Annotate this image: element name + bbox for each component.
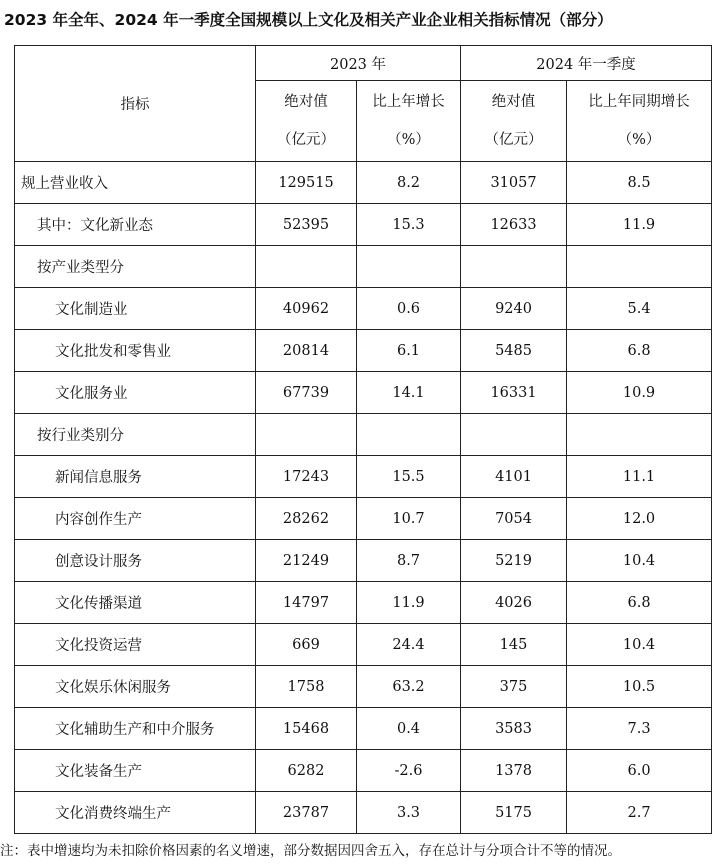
table-row	[15, 246, 712, 288]
table-row	[15, 204, 712, 246]
value-2024q1-cell: 5219	[461, 540, 567, 582]
col-abs-2024-header	[461, 81, 567, 162]
growth-2023-cell: 8.2	[357, 162, 461, 204]
value-2023-cell: 28262	[256, 498, 357, 540]
value-2024q1-cell: 31057	[461, 162, 567, 204]
value-2024q1-cell	[461, 246, 567, 288]
growth-2024q1-cell: 11.1	[567, 456, 712, 498]
value-2023-cell: 14797	[256, 582, 357, 624]
growth-2024q1-cell: 10.4	[567, 624, 712, 666]
indicator-cell: 按行业类别分	[15, 414, 256, 456]
growth-2023-cell: -2.6	[357, 750, 461, 792]
growth-2023-cell: 6.1	[357, 330, 461, 372]
indicator-cell: 文化服务业	[15, 372, 256, 414]
indicator-table	[14, 45, 712, 834]
footnote: 注：表中增速均为未扣除价格因素的名义增速，部分数据因四舍五入，存在总计与分项合计不等的情况。	[0, 843, 621, 859]
value-2023-cell	[256, 246, 357, 288]
growth-2024q1-cell: 5.4	[567, 288, 712, 330]
growth-2023-cell: 3.3	[357, 792, 461, 834]
value-2024q1-cell: 16331	[461, 372, 567, 414]
value-2023-cell: 23787	[256, 792, 357, 834]
table-row	[15, 456, 712, 498]
indicator-header: 指标	[15, 46, 256, 162]
table-row	[15, 162, 712, 204]
indicator-cell: 创意设计服务	[15, 540, 256, 582]
table-row	[15, 666, 712, 708]
col-abs-2023-header	[256, 81, 357, 162]
indicator-cell: 文化投资运营	[15, 624, 256, 666]
col-growth-2024-header	[567, 81, 712, 162]
table-row	[15, 498, 712, 540]
growth-2024q1-cell: 12.0	[567, 498, 712, 540]
value-2023-cell: 20814	[256, 330, 357, 372]
indicator-cell: 内容创作生产	[15, 498, 256, 540]
growth-2024q1-cell	[567, 246, 712, 288]
value-2024q1-cell: 1378	[461, 750, 567, 792]
value-2023-cell: 67739	[256, 372, 357, 414]
col-unit-label: （亿元）	[277, 132, 335, 148]
value-2023-cell: 17243	[256, 456, 357, 498]
value-2024q1-cell: 12633	[461, 204, 567, 246]
col-growth-yoy-label: 比上年同期增长	[588, 94, 690, 110]
table-row	[15, 540, 712, 582]
value-2024q1-cell: 4101	[461, 456, 567, 498]
indicator-cell: 规上营业收入	[15, 162, 256, 204]
value-2023-cell: 21249	[256, 540, 357, 582]
value-2023-cell: 129515	[256, 162, 357, 204]
value-2023-cell: 1758	[256, 666, 357, 708]
col-abs-label: 绝对值	[284, 94, 328, 110]
value-2023-cell: 40962	[256, 288, 357, 330]
indicator-cell: 文化消费终端生产	[15, 792, 256, 834]
growth-2023-cell: 10.7	[357, 498, 461, 540]
table-row	[15, 792, 712, 834]
growth-2024q1-cell: 6.8	[567, 582, 712, 624]
growth-2024q1-cell: 10.9	[567, 372, 712, 414]
value-2023-cell	[256, 414, 357, 456]
growth-2024q1-cell: 7.3	[567, 708, 712, 750]
growth-2024q1-cell: 11.9	[567, 204, 712, 246]
table-row	[15, 582, 712, 624]
value-2023-cell: 669	[256, 624, 357, 666]
growth-2023-cell: 63.2	[357, 666, 461, 708]
table-row	[15, 330, 712, 372]
growth-2023-cell: 0.4	[357, 708, 461, 750]
growth-2024q1-cell	[567, 414, 712, 456]
indicator-cell: 按产业类型分	[15, 246, 256, 288]
col-abs-label: 绝对值	[491, 94, 536, 110]
growth-2023-cell: 0.6	[357, 288, 461, 330]
indicator-cell: 文化装备生产	[15, 750, 256, 792]
value-2024q1-cell: 145	[461, 624, 567, 666]
growth-2024q1-cell: 8.5	[567, 162, 712, 204]
table-row	[15, 708, 712, 750]
growth-2023-cell: 15.5	[357, 456, 461, 498]
period-2024q1-header: 2024 年一季度	[461, 46, 712, 81]
indicator-cell: 文化传播渠道	[15, 582, 256, 624]
growth-2024q1-cell: 6.8	[567, 330, 712, 372]
indicator-cell: 新闻信息服务	[15, 456, 256, 498]
table-row	[15, 372, 712, 414]
growth-2023-cell: 14.1	[357, 372, 461, 414]
growth-2024q1-cell: 10.5	[567, 666, 712, 708]
growth-2023-cell: 24.4	[357, 624, 461, 666]
value-2024q1-cell	[461, 414, 567, 456]
value-2024q1-cell: 9240	[461, 288, 567, 330]
table-row	[15, 414, 712, 456]
growth-2023-cell	[357, 246, 461, 288]
growth-2024q1-cell: 2.7	[567, 792, 712, 834]
indicator-cell: 文化辅助生产和中介服务	[15, 708, 256, 750]
indicator-cell: 文化批发和零售业	[15, 330, 256, 372]
indicator-cell: 文化娱乐休闲服务	[15, 666, 256, 708]
growth-2024q1-cell: 6.0	[567, 750, 712, 792]
page-title: 2023 年全年、2024 年一季度全国规模以上文化及相关产业企业相关指标情况（部分）	[4, 11, 613, 29]
value-2024q1-cell: 7054	[461, 498, 567, 540]
value-2023-cell: 6282	[256, 750, 357, 792]
col-growth-2023-header	[357, 81, 461, 162]
table-row	[15, 750, 712, 792]
table-row	[15, 624, 712, 666]
growth-2023-cell: 11.9	[357, 582, 461, 624]
col-pct-label: （%）	[387, 132, 430, 148]
indicator-cell: 文化制造业	[15, 288, 256, 330]
col-unit-label: （亿元）	[484, 132, 543, 148]
value-2024q1-cell: 5485	[461, 330, 567, 372]
growth-2023-cell: 8.7	[357, 540, 461, 582]
growth-2023-cell: 15.3	[357, 204, 461, 246]
table-row	[15, 288, 712, 330]
col-pct-label: （%）	[617, 132, 661, 148]
growth-2024q1-cell: 10.4	[567, 540, 712, 582]
col-growth-label: 比上年增长	[372, 94, 445, 110]
value-2024q1-cell: 3583	[461, 708, 567, 750]
value-2024q1-cell: 375	[461, 666, 567, 708]
indicator-cell: 其中：文化新业态	[15, 204, 256, 246]
period-2023-header: 2023 年	[256, 46, 461, 81]
growth-2023-cell	[357, 414, 461, 456]
value-2023-cell: 15468	[256, 708, 357, 750]
value-2024q1-cell: 5175	[461, 792, 567, 834]
value-2023-cell: 52395	[256, 204, 357, 246]
value-2024q1-cell: 4026	[461, 582, 567, 624]
